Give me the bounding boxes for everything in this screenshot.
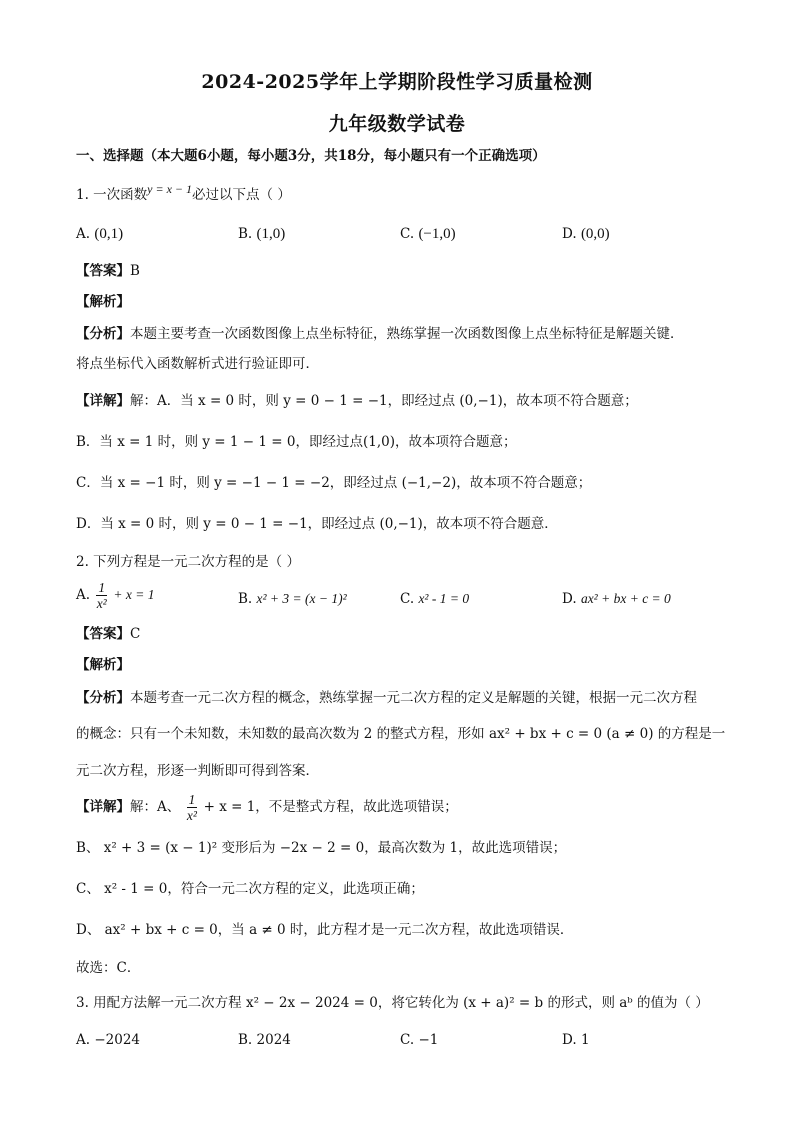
q2-fenxi xyxy=(76,689,697,707)
q3-option-b-label: B. xyxy=(238,1032,253,1048)
q2-option-d-value: ax² + bx + c = 0 xyxy=(580,591,671,606)
q3-option-a-value: −2024 xyxy=(94,1032,141,1048)
q1-detail-c: C．当 x = −1 时，则 y = −1 − 1 = −2，即经过点 (−1,−2)，故本项不符合题意； xyxy=(76,475,592,491)
q1-option-c xyxy=(400,225,456,243)
q1-option-b xyxy=(238,225,285,243)
q2-detail-b: B、 x² + 3 = (x − 1)² 变形后为 −2x − 2 = 0，最高次数为 1，故此选项错误； xyxy=(76,840,567,856)
q3-option-c-label: C. xyxy=(400,1032,415,1048)
q1-fenxi-text-2: 将点坐标代入函数解析式进行验证即可． xyxy=(76,356,319,372)
q3-option-d-label: D. xyxy=(562,1032,577,1048)
q1-option-d xyxy=(562,225,610,243)
q1-option-a-label: A. xyxy=(76,226,91,242)
q3-option-a-label: A. xyxy=(76,1032,91,1048)
q2-answer-value: C xyxy=(130,626,141,642)
q2-option-a-fraction xyxy=(96,580,107,611)
q1-detail-a-text: 解：A．当 x = 0 时，则 y = 0 − 1 = −1，即经过点 (0,−1)，故本项不符合题意； xyxy=(130,393,638,409)
exam-subtitle: 九年级数学试卷 xyxy=(328,113,466,135)
q3-option-a xyxy=(76,1031,140,1049)
q3-option-d-value: 1 xyxy=(580,1032,590,1048)
q2-option-c-label: C. xyxy=(400,591,415,607)
q2-detail-c: C、 x² - 1 = 0，符合一元二次方程的定义，此选项正确； xyxy=(76,881,424,897)
q2-detail-tag: 【详解】 xyxy=(76,799,130,815)
q2-option-b-label: B. xyxy=(238,591,253,607)
q1-answer-tag: 【答案】 xyxy=(76,263,130,279)
q1-option-a xyxy=(76,225,123,243)
q2-option-c-value: x² - 1 = 0 xyxy=(418,591,470,606)
q3-option-c-value: −1 xyxy=(418,1032,439,1048)
q1-stem-text-b: 必过以下点（ ） xyxy=(192,187,291,203)
q2-detail-a xyxy=(76,792,458,823)
q1-stem xyxy=(76,182,291,204)
q2-detail-a-den: x² xyxy=(186,808,197,823)
q2-option-a-rest: + x = 1 xyxy=(113,587,155,602)
q2-conclusion: 故选：C． xyxy=(76,960,141,976)
q2-option-a-label: A. xyxy=(76,587,91,603)
q1-option-d-label: D. xyxy=(562,226,577,242)
q2-option-b xyxy=(238,590,347,608)
q2-option-c xyxy=(400,590,469,608)
q1-answer xyxy=(76,262,140,280)
q2-analysis-tag: 【解析】 xyxy=(76,657,130,673)
q1-stem-math: y = x − 1 xyxy=(147,182,193,196)
q2-fenxi-text-1: 本题考查一元二次方程的概念，熟练掌握一元二次方程的定义是解题的关键，根据一元二次方程 xyxy=(130,690,697,706)
q1-answer-value: B xyxy=(130,263,140,279)
q1-detail-a xyxy=(76,392,638,410)
section-heading: 一、选择题（本大题6小题，每小题3分，共18分，每小题只有一个正确选项） xyxy=(76,148,546,164)
q1-fenxi-tag: 【分析】 xyxy=(76,326,130,342)
q2-answer-tag: 【答案】 xyxy=(76,626,130,642)
q1-option-b-label: B. xyxy=(238,226,253,242)
q1-detail-tag: 【详解】 xyxy=(76,393,130,409)
q2-detail-a-pre: 解：A、 xyxy=(130,799,181,815)
q2-option-d xyxy=(562,590,671,608)
q3-option-b xyxy=(238,1031,291,1049)
q1-detail-b: B．当 x = 1 时，则 y = 1 − 1 = 0，即经过点(1,0)，故本项符合题意； xyxy=(76,434,517,450)
q2-stem: 2. 下列方程是一元二次方程的是（ ） xyxy=(76,554,300,570)
q2-option-a xyxy=(76,580,154,611)
q1-stem-text-a: 1. 一次函数 xyxy=(76,187,148,203)
q2-fenxi-text-2: 的概念：只有一个未知数，未知数的最高次数为 2 的整式方程，形如 ax² + bx + c = 0 (a ≠ 0) 的方程是一 xyxy=(76,726,726,742)
q3-option-c xyxy=(400,1031,438,1049)
q1-option-d-value: (0,0) xyxy=(580,226,610,242)
q2-detail-a-num: 1 xyxy=(188,792,196,807)
q1-option-c-label: C. xyxy=(400,226,415,242)
q1-fenxi-text-1: 本题主要考查一次函数图像上点坐标特征，熟练掌握一次函数图像上点坐标特征是解题关键． xyxy=(130,326,684,342)
q3-option-d xyxy=(562,1031,590,1049)
q1-fenxi xyxy=(76,325,684,343)
q2-detail-d: D、 ax² + bx + c = 0，当 a ≠ 0 时，此方程才是一元二次方程，故此选项错误． xyxy=(76,922,574,938)
q3-stem: 3. 用配方法解一元二次方程 x² − 2x − 2024 = 0，将它转化为 (x + a)² = b 的形式，则 aᵇ 的值为（ ） xyxy=(76,995,709,1011)
q2-option-a-num: 1 xyxy=(98,580,106,595)
q2-option-b-value: x² + 3 = (x − 1)² xyxy=(256,591,347,606)
q1-option-c-value: (−1,0) xyxy=(418,226,456,242)
exam-title: 2024-2025学年上学期阶段性学习质量检测 xyxy=(201,71,593,93)
q2-fenxi-text-3: 元二次方程，形逐一判断即可得到答案． xyxy=(76,763,319,779)
q2-answer xyxy=(76,625,140,643)
q1-detail-d: D．当 x = 0 时，则 y = 0 − 1 = −1，即经过点 (0,−1)，故本项不符合题意． xyxy=(76,516,558,532)
q2-option-a-den: x² xyxy=(96,596,107,611)
q1-analysis-tag: 【解析】 xyxy=(76,294,130,310)
q1-option-b-value: (1,0) xyxy=(256,226,286,242)
q2-detail-a-post: + x = 1，不是整式方程，故此选项错误； xyxy=(203,799,458,815)
q2-detail-a-fraction xyxy=(187,792,198,823)
q1-option-a-value: (0,1) xyxy=(94,226,124,242)
q3-option-b-value: 2024 xyxy=(256,1032,291,1048)
q2-fenxi-tag: 【分析】 xyxy=(76,690,130,706)
q2-option-d-label: D. xyxy=(562,591,577,607)
